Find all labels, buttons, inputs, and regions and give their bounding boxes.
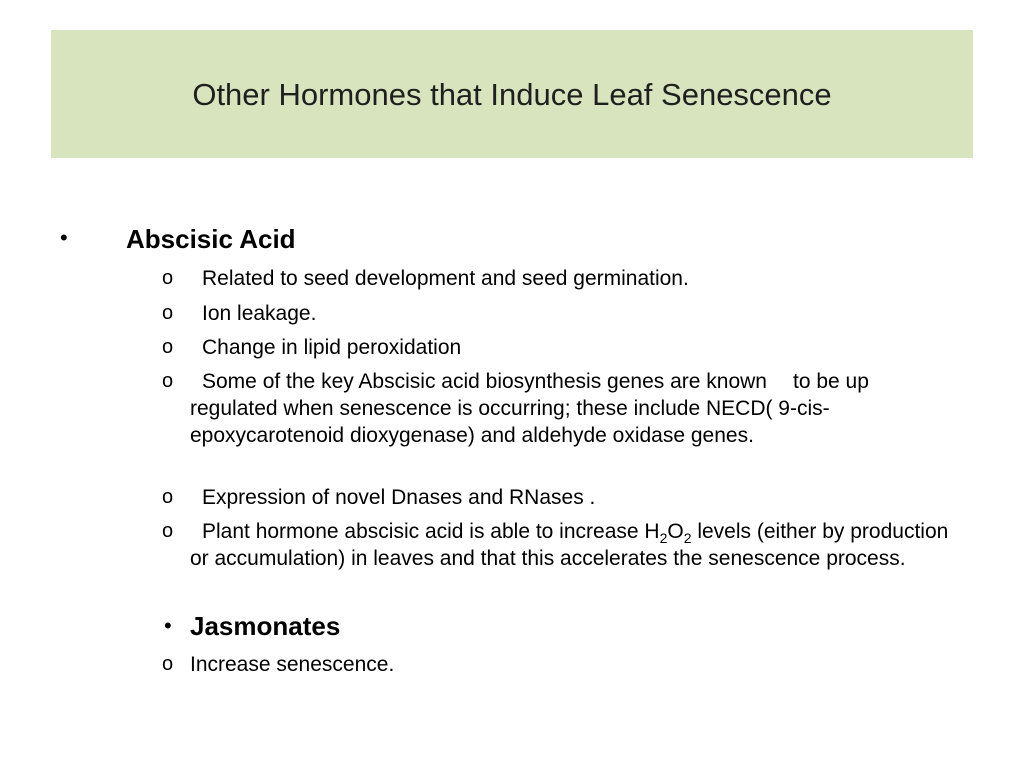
list-item-text-part: Plant hormone abscisic acid is able to increase H [202, 520, 660, 543]
section-heading-abscisic-acid: Abscisic Acid [126, 224, 296, 254]
list-item-text-part: levels (either by production or accumulation) in leaves and that this accelerates the senescence process. [190, 520, 949, 570]
slide-title: Other Hormones that Induce Leaf Senescence [192, 77, 832, 112]
list-item-text [162, 518, 962, 572]
sub-bullet-icon: o [162, 520, 174, 542]
sub-bullet-icon: o [162, 336, 174, 358]
bullet-icon: • [164, 613, 172, 638]
subscript: 2 [683, 530, 692, 546]
list-item-text-part: Some of the key Abscisic acid biosynthesis genes are known [202, 370, 767, 393]
list-item [162, 651, 962, 678]
list-item [162, 300, 962, 327]
sub-bullet-icon: o [162, 486, 174, 508]
sub-bullet-icon: o [162, 370, 174, 392]
list-item-text-part: to be up regulated when senescence is occurring; these include NECD( 9-cis-epoxycarotenoid dioxygenase) and aldehyde oxidase genes. [190, 370, 869, 447]
section-heading-jasmonates: Jasmonates [190, 611, 341, 641]
list-item-text: Change in lipid peroxidation [202, 336, 462, 359]
sub-bullet-icon: o [162, 653, 174, 675]
list-item-text-part: O [667, 520, 684, 543]
list-item-text [162, 368, 962, 449]
list-item [162, 484, 962, 511]
list-item [162, 368, 962, 449]
list-item [162, 265, 962, 292]
list-item-text: Increase senescence. [190, 653, 395, 676]
list-item-text: Expression of novel Dnases and RNases . [202, 486, 596, 509]
sub-bullet-icon: o [162, 302, 174, 324]
bullet-icon: • [60, 225, 68, 250]
list-item [162, 334, 962, 361]
list-item-text: Related to seed development and seed germination. [202, 267, 689, 290]
list-item [162, 518, 962, 572]
subscript: 2 [659, 530, 668, 546]
list-item-text: Ion leakage. [202, 302, 317, 325]
sub-bullet-icon: o [162, 267, 174, 289]
